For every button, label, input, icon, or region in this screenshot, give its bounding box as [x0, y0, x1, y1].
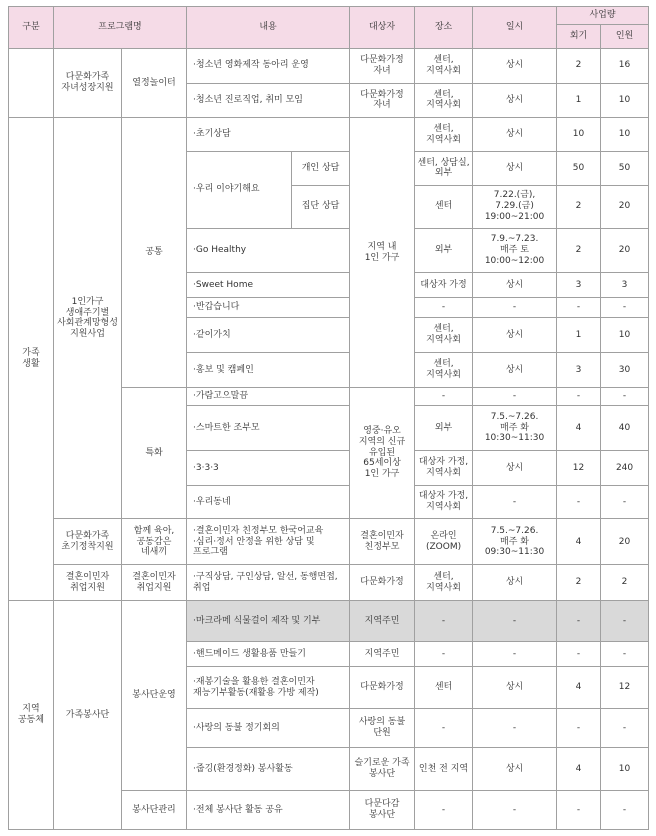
place-cell: -: [415, 601, 473, 642]
section-empty: [9, 48, 54, 117]
people-cell: 16: [601, 48, 649, 83]
count-cell: 2: [557, 48, 601, 83]
header-place: 장소: [415, 7, 473, 49]
subprogram-name: 봉사단관리: [122, 790, 187, 829]
header-target: 대상자: [350, 7, 415, 49]
count-cell: 1: [557, 318, 601, 353]
content-cell: ·홍보 및 캠페인: [187, 353, 350, 388]
count-cell: 2: [557, 228, 601, 273]
place-cell: 센터, 상담실, 외부: [415, 151, 473, 185]
target-cell: 지역주민: [350, 601, 415, 642]
target-cell-shared: 지역 내 1인 가구: [350, 118, 415, 387]
schedule-cell: 상시: [473, 151, 557, 185]
place-cell: -: [415, 297, 473, 317]
table-row: [9, 565, 649, 601]
header-gubun: 구분: [9, 7, 54, 49]
place-cell: -: [415, 709, 473, 748]
content-cell: ·우리 이야기해요: [187, 151, 292, 228]
target-cell: 슬기로운 가족 봉사단: [350, 748, 415, 791]
people-cell: 2: [601, 565, 649, 601]
count-cell: -: [557, 790, 601, 829]
schedule-cell: -: [473, 709, 557, 748]
schedule-cell: 상시: [473, 667, 557, 709]
header-schedule: 일시: [473, 7, 557, 49]
people-cell: -: [601, 709, 649, 748]
count-cell: 3: [557, 273, 601, 298]
content-cell: ·3·3·3: [187, 451, 350, 486]
content-cell: ·가람고으말끔: [187, 387, 350, 405]
count-cell: -: [557, 387, 601, 405]
schedule-cell: -: [473, 297, 557, 317]
content-cell: ·스마트한 조부모: [187, 406, 350, 451]
schedule-cell: 상시: [473, 118, 557, 152]
target-cell: 다문화가정 자녀: [350, 83, 415, 118]
people-cell: 30: [601, 353, 649, 388]
place-cell: 센터, 지역사회: [415, 318, 473, 353]
target-cell: 결혼이민자 친정부모: [350, 519, 415, 565]
people-cell: -: [601, 297, 649, 317]
content-cell: ·줍깅(환경정화) 봉사활동: [187, 748, 350, 791]
program-name: 다문화가족 초기정착지원: [54, 519, 122, 565]
people-cell: 10: [601, 118, 649, 152]
count-cell: 4: [557, 748, 601, 791]
people-cell: 20: [601, 228, 649, 273]
count-cell: 4: [557, 519, 601, 565]
schedule-cell: 7.22.(금), 7.29.(금) 19:00~21:00: [473, 185, 557, 228]
place-cell: 센터: [415, 667, 473, 709]
content-cell: ·사랑의 동불 정기회의: [187, 709, 350, 748]
schedule-cell: 상시: [473, 48, 557, 83]
place-cell: 온라인 (ZOOM): [415, 519, 473, 565]
header-volume: 사업량: [557, 7, 649, 25]
schedule-cell: 상시: [473, 353, 557, 388]
program-name: 다문화가족 자녀성장지원: [54, 48, 122, 117]
program-name: 1인가구 생애주기별 사회관계망형성 지원사업: [54, 118, 122, 519]
place-cell: 외부: [415, 406, 473, 451]
place-cell: 대상자 가정: [415, 273, 473, 298]
program-table: [8, 6, 649, 830]
schedule-cell: 7.9.~7.23. 매주 토 10:00~12:00: [473, 228, 557, 273]
place-cell: 센터, 지역사회: [415, 353, 473, 388]
count-cell: 50: [557, 151, 601, 185]
people-cell: -: [601, 790, 649, 829]
table-row: [9, 519, 649, 565]
subprogram-name: 결혼이민자 취업지원: [122, 565, 187, 601]
schedule-cell: 상시: [473, 748, 557, 791]
target-cell: 다문화가정: [350, 667, 415, 709]
subprogram-name: 열정놀이터: [122, 48, 187, 117]
count-cell: 4: [557, 667, 601, 709]
people-cell: -: [601, 601, 649, 642]
sub-content-cell: 개인 상담: [292, 151, 350, 185]
count-cell: 2: [557, 565, 601, 601]
content-cell: ·같이가치: [187, 318, 350, 353]
sub-content-cell: 집단 상담: [292, 185, 350, 228]
subprogram-name: 특화: [122, 387, 187, 519]
subprogram-name: 공통: [122, 118, 187, 387]
target-cell: 다문다감 봉사단: [350, 790, 415, 829]
schedule-cell: -: [473, 601, 557, 642]
count-cell: -: [557, 485, 601, 519]
count-cell: 1: [557, 83, 601, 118]
people-cell: 12: [601, 667, 649, 709]
schedule-cell: 상시: [473, 318, 557, 353]
content-cell: ·마크라메 식물걸이 제작 및 기부: [187, 601, 350, 642]
people-cell: -: [601, 387, 649, 405]
header-content: 내용: [187, 7, 350, 49]
count-cell: -: [557, 641, 601, 667]
count-cell: 4: [557, 406, 601, 451]
content-cell: ·결혼이민자 친정부모 한국어교육 ·심리·정서 안정을 위한 상담 및 프로그램: [187, 519, 350, 565]
schedule-cell: -: [473, 485, 557, 519]
people-cell: 10: [601, 83, 649, 118]
place-cell: 대상자 가정, 지역사회: [415, 485, 473, 519]
content-cell: ·핸드메이드 생활용품 만들기: [187, 641, 350, 667]
content-cell: ·청소년 진로직업, 취미 모임: [187, 83, 350, 118]
schedule-cell: -: [473, 790, 557, 829]
schedule-cell: -: [473, 387, 557, 405]
count-cell: 3: [557, 353, 601, 388]
people-cell: 10: [601, 318, 649, 353]
content-cell: ·재봉기술을 활용한 결혼이민자 재능기부활동(재활용 가방 제작): [187, 667, 350, 709]
people-cell: 240: [601, 451, 649, 486]
place-cell: -: [415, 790, 473, 829]
count-cell: 2: [557, 185, 601, 228]
place-cell: 센터, 지역사회: [415, 565, 473, 601]
content-cell: ·구직상담, 구인상담, 알선, 동행면접, 취업: [187, 565, 350, 601]
target-cell: 지역주민: [350, 641, 415, 667]
header-people: 인원: [601, 25, 649, 48]
place-cell: 외부: [415, 228, 473, 273]
place-cell: 대상자 가정, 지역사회: [415, 451, 473, 486]
schedule-cell: 상시: [473, 451, 557, 486]
people-cell: 50: [601, 151, 649, 185]
place-cell: 센터: [415, 185, 473, 228]
table-row: [9, 48, 649, 83]
place-cell: -: [415, 641, 473, 667]
count-cell: 12: [557, 451, 601, 486]
place-cell: -: [415, 387, 473, 405]
place-cell: 센터, 지역사회: [415, 48, 473, 83]
content-cell: ·전체 봉사단 활동 공유: [187, 790, 350, 829]
people-cell: 20: [601, 185, 649, 228]
place-cell: 센터, 지역사회: [415, 83, 473, 118]
program-name: 가족봉사단: [54, 601, 122, 830]
count-cell: -: [557, 601, 601, 642]
content-cell: ·우리동네: [187, 485, 350, 519]
subprogram-name: 봉사단운영: [122, 601, 187, 791]
table-row: [9, 118, 649, 152]
schedule-cell: 7.5.~7.26. 매주 화 09:30~11:30: [473, 519, 557, 565]
content-cell: ·반갑습니다: [187, 297, 350, 317]
content-cell: ·Sweet Home: [187, 273, 350, 298]
place-cell: 센터, 지역사회: [415, 118, 473, 152]
content-cell: ·초기상담: [187, 118, 350, 152]
schedule-cell: 상시: [473, 565, 557, 601]
header-count: 회기: [557, 25, 601, 48]
table-row: [9, 601, 649, 642]
place-cell: 인천 전 지역: [415, 748, 473, 791]
people-cell: -: [601, 641, 649, 667]
schedule-cell: 7.5.~7.26. 매주 화 10:30~11:30: [473, 406, 557, 451]
people-cell: 3: [601, 273, 649, 298]
people-cell: -: [601, 485, 649, 519]
program-name: 결혼이민자 취업지원: [54, 565, 122, 601]
schedule-cell: 상시: [473, 83, 557, 118]
people-cell: 20: [601, 519, 649, 565]
content-cell: ·청소년 영화제작 동아리 운영: [187, 48, 350, 83]
count-cell: -: [557, 297, 601, 317]
section-family-life: 가족 생활: [9, 118, 54, 601]
people-cell: 10: [601, 748, 649, 791]
subprogram-name: 함께 육아, 공동감은 네새끼: [122, 519, 187, 565]
target-cell: 다문화가정: [350, 565, 415, 601]
target-cell: 사랑의 동불 단원: [350, 709, 415, 748]
schedule-cell: -: [473, 641, 557, 667]
target-cell-shared: 영중·유오 지역의 신규 유입된 65세이상 1인 가구: [350, 387, 415, 519]
target-cell: 다문화가정 자녀: [350, 48, 415, 83]
schedule-cell: 상시: [473, 273, 557, 298]
content-cell: ·Go Healthy: [187, 228, 350, 273]
header-program: 프로그램명: [54, 7, 187, 49]
count-cell: 10: [557, 118, 601, 152]
section-community: 지역 공동체: [9, 601, 54, 830]
count-cell: -: [557, 709, 601, 748]
people-cell: 40: [601, 406, 649, 451]
